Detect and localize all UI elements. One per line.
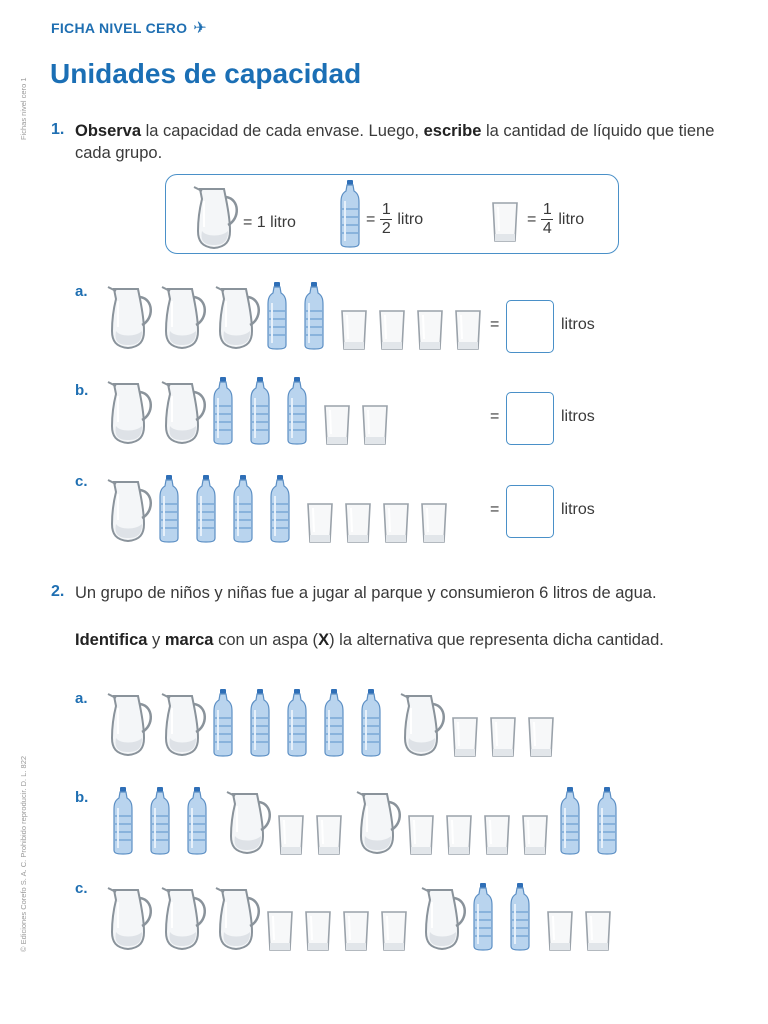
jug-icon: [104, 281, 154, 351]
glass-icon: [445, 814, 473, 856]
fraction-quarter-num: 1: [542, 201, 552, 218]
glass-icon: [584, 910, 612, 952]
bottle-icon: [232, 474, 254, 544]
q2-verb-marca: marca: [164, 631, 214, 649]
glass-icon: [380, 910, 408, 952]
q2-verb-identifica: Identifica: [75, 631, 148, 649]
bottle-icon: [360, 688, 382, 758]
q2-option-b-containers[interactable]: [112, 786, 633, 856]
q2-option-a-letter: a.: [75, 690, 88, 707]
legend-botella-text: [366, 202, 423, 237]
q2-number: 2.: [51, 583, 65, 600]
jug-icon: [212, 281, 262, 351]
q1-item-b-answer-box[interactable]: [506, 392, 554, 445]
legend-vaso-eq: =: [527, 210, 537, 228]
q1-item-c-containers: [104, 474, 458, 544]
bottle-icon: [323, 688, 345, 758]
q1-text-2: la cantidad de líquido que tiene cada grupo.: [75, 122, 715, 162]
bottle-icon: [339, 179, 361, 249]
q2-option-b-letter: b.: [75, 789, 89, 806]
fraction-half-num: 1: [381, 201, 391, 218]
q2-instruction: [75, 629, 720, 651]
bottle-icon: [195, 474, 217, 544]
legend-vaso-text: [527, 202, 584, 237]
bottle-icon: [286, 376, 308, 446]
glass-icon: [306, 502, 334, 544]
glass-icon: [451, 716, 479, 758]
jug-icon: [158, 376, 208, 446]
glass-icon: [416, 309, 444, 351]
q2-option-a-containers[interactable]: [104, 688, 565, 758]
q1-verb-escribe: escribe: [423, 122, 482, 140]
legend-botella: [339, 179, 361, 249]
q2-text-1: y: [147, 631, 165, 649]
bottle-icon: [509, 882, 531, 952]
bottle-icon: [339, 179, 361, 249]
glass-icon: [315, 814, 343, 856]
glass-icon: [483, 814, 511, 856]
jug-icon: [397, 688, 447, 758]
glass-icon: [340, 309, 368, 351]
q1-item-c-eq: =: [490, 501, 500, 518]
bottle-icon: [596, 786, 618, 856]
side-note-top: Fichas nivel cero 1: [19, 77, 28, 140]
jug-icon: [104, 882, 154, 952]
glass-icon: [527, 716, 555, 758]
side-note-bottom: © Ediciones Corefo S. A. C. Prohibido reproducir. D. L. 822: [19, 755, 28, 952]
q1-text-1: la capacidad de cada envase. Luego,: [141, 122, 424, 140]
fraction-quarter-den: 4: [542, 220, 552, 237]
glass-icon: [407, 814, 435, 856]
bottle-icon: [112, 786, 134, 856]
fraction-half-den: 2: [381, 220, 391, 237]
legend-jarra-text: = 1 litro: [243, 214, 296, 231]
jug-icon: [104, 376, 154, 446]
q1-item-a-letter: a.: [75, 283, 88, 300]
q2-context: Un grupo de niños y niñas fue a jugar al parque y consumieron 6 litros de agua.: [75, 584, 657, 602]
q2-option-c-letter: c.: [75, 880, 88, 897]
jug-icon: [158, 688, 208, 758]
page-header: [51, 18, 207, 38]
q1-item-a-answer-box[interactable]: [506, 300, 554, 353]
glass-icon: [521, 814, 549, 856]
q1-item-c-letter: c.: [75, 473, 88, 490]
bottle-icon: [158, 474, 180, 544]
paper-plane-icon: ✈: [193, 20, 207, 37]
legend-botella-eq: =: [366, 210, 376, 228]
jug-icon: [223, 786, 273, 856]
legend-botella-unit: litro: [397, 210, 424, 228]
bottle-icon: [149, 786, 171, 856]
glass-icon: [420, 502, 448, 544]
header-label: FICHA NIVEL CERO: [51, 20, 188, 36]
jug-icon: [104, 688, 154, 758]
fraction-quarter: [541, 202, 553, 237]
q2-text-2: con un aspa (: [213, 631, 319, 649]
bottle-icon: [212, 376, 234, 446]
q1-instruction: [75, 120, 715, 164]
bottle-icon: [249, 688, 271, 758]
glass-icon: [323, 404, 351, 446]
bottle-icon: [212, 688, 234, 758]
glass-icon: [342, 910, 370, 952]
bottle-icon: [269, 474, 291, 544]
jug-icon: [418, 882, 468, 952]
q1-item-b-eq: =: [490, 408, 500, 425]
q1-item-b-letter: b.: [75, 382, 89, 399]
bottle-icon: [559, 786, 581, 856]
glass-icon: [489, 716, 517, 758]
glass-icon: [361, 404, 389, 446]
glass-icon: [378, 309, 406, 351]
glass-icon: [491, 201, 519, 243]
glass-icon: [546, 910, 574, 952]
q1-item-c-unit: litros: [561, 501, 595, 518]
legend-vaso: [491, 201, 519, 243]
q2-option-c-containers[interactable]: [104, 882, 622, 952]
page-title: Unidades de capacidad: [50, 58, 362, 89]
bottle-icon: [249, 376, 271, 446]
legend-jarra: [190, 181, 240, 251]
jug-icon: [158, 281, 208, 351]
bottle-icon: [303, 281, 325, 351]
bottle-icon: [266, 281, 288, 351]
q1-item-c-answer-box[interactable]: [506, 485, 554, 538]
bottle-icon: [286, 688, 308, 758]
q1-number: 1.: [51, 121, 65, 138]
q1-item-a-containers: [104, 281, 492, 351]
glass-icon: [266, 910, 294, 952]
glass-icon: [491, 201, 519, 243]
q1-item-a-unit: litros: [561, 316, 595, 333]
glass-icon: [277, 814, 305, 856]
q1-item-b-containers: [104, 376, 399, 446]
legend-vaso-unit: litro: [558, 210, 585, 228]
jug-icon: [353, 786, 403, 856]
bottle-icon: [186, 786, 208, 856]
q1-item-b-unit: litros: [561, 408, 595, 425]
q2-x-mark: X: [318, 631, 330, 649]
bottle-icon: [472, 882, 494, 952]
jug-icon: [104, 474, 154, 544]
q1-item-a-eq: =: [490, 316, 500, 333]
fraction-half: [380, 202, 392, 237]
glass-icon: [382, 502, 410, 544]
glass-icon: [344, 502, 372, 544]
jug-icon: [190, 181, 240, 251]
glass-icon: [454, 309, 482, 351]
jug-icon: [212, 882, 262, 952]
q2-text-3: ) la alternativa que representa dicha cantidad.: [329, 631, 664, 649]
jug-icon: [158, 882, 208, 952]
q1-verb-observa: Observa: [75, 122, 142, 140]
jug-icon: [190, 181, 240, 251]
glass-icon: [304, 910, 332, 952]
